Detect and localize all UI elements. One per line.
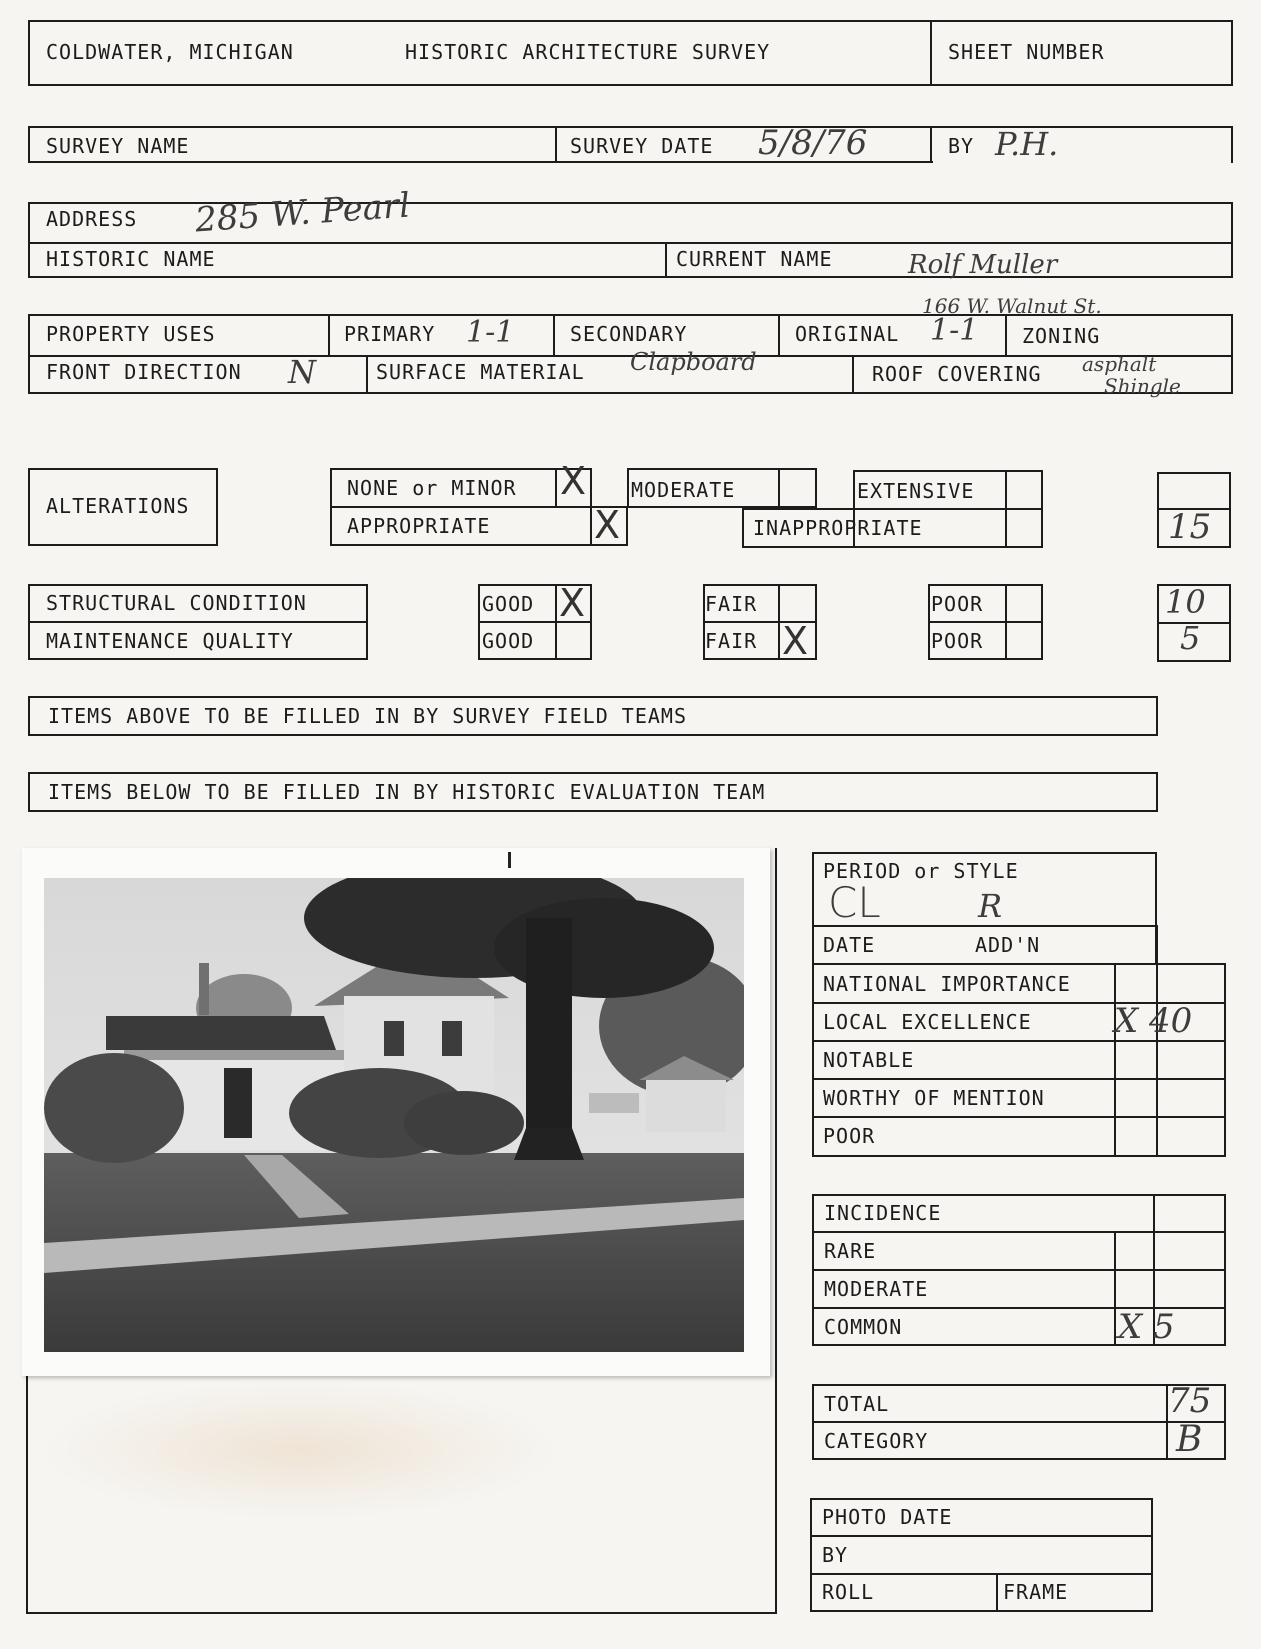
house-photo-mount xyxy=(22,848,770,1376)
rare-label: RARE xyxy=(824,1239,877,1263)
eval-poor-label: POOR xyxy=(823,1124,876,1148)
common-score: X 5 xyxy=(1118,1307,1175,1347)
city-label: COLDWATER, MICHIGAN xyxy=(46,40,294,64)
structural-good-check: X xyxy=(559,581,586,625)
period-label: PERIOD or STYLE xyxy=(823,859,1019,883)
note-above-right xyxy=(1156,696,1158,736)
property-div-4 xyxy=(1005,314,1007,355)
poor-divider xyxy=(1005,584,1007,660)
property-div-1 xyxy=(328,314,330,355)
survey-left-edge xyxy=(28,126,30,163)
structural-fair-label: FAIR xyxy=(705,592,758,616)
photo-date-label: PHOTO DATE xyxy=(822,1505,953,1529)
category-label: CATEGORY xyxy=(824,1429,929,1453)
address-value: 285 W. Pearl xyxy=(193,185,412,241)
appropriate-label: APPROPRIATE xyxy=(347,514,491,538)
total-value: 75 xyxy=(1168,1381,1212,1421)
condition-label-mid xyxy=(28,621,368,623)
total-label: TOTAL xyxy=(824,1392,890,1416)
maintenance-score: 5 xyxy=(1180,619,1201,657)
note-below-right xyxy=(1156,772,1158,812)
note-below: ITEMS BELOW TO BE FILLED IN BY HISTORIC EVALUATION TEAM xyxy=(48,780,766,804)
maintenance-fair-label: FAIR xyxy=(705,629,758,653)
note-below-left xyxy=(28,772,30,812)
original-label: ORIGINAL xyxy=(795,322,900,346)
category-value: B xyxy=(1176,1419,1203,1460)
importance-row-4 xyxy=(812,1078,1226,1080)
moderate-check-divider xyxy=(778,468,780,508)
date-label: DATE xyxy=(823,933,876,957)
form-title: HISTORIC ARCHITECTURE SURVEY xyxy=(405,40,771,64)
importance-score-col xyxy=(1156,925,1158,1157)
maintenance-poor-label: POOR xyxy=(931,629,984,653)
sheet-number-label: SHEET NUMBER xyxy=(948,40,1105,64)
maintenance-quality-label: MAINTENANCE QUALITY xyxy=(46,629,294,653)
survey-date-value: 5/8/76 xyxy=(758,123,868,163)
period-value-1: CL xyxy=(828,878,881,927)
roof-covering-label: ROOF COVERING xyxy=(872,362,1042,386)
fair-divider xyxy=(778,584,780,660)
address-mid-line xyxy=(28,242,1233,244)
original-value: 1-1 xyxy=(930,313,979,348)
common-label: COMMON xyxy=(824,1315,903,1339)
address-label: ADDRESS xyxy=(46,207,138,231)
roll-label: ROLL xyxy=(822,1580,875,1604)
note-above: ITEMS ABOVE TO BE FILLED IN BY SURVEY FIELD TEAMS xyxy=(48,704,688,728)
moderate-label: MODERATE xyxy=(631,478,736,502)
primary-label: PRIMARY xyxy=(344,322,436,346)
maintenance-fair-check: X xyxy=(782,619,809,663)
survey-by-label: BY xyxy=(948,134,975,158)
note-below-top xyxy=(28,772,1158,774)
surface-material-value: Clapboard xyxy=(630,348,757,376)
importance-row-5 xyxy=(812,1116,1226,1118)
survey-divider-2 xyxy=(930,126,932,163)
current-name-value: Rolf Muller xyxy=(908,250,1058,280)
importance-check-col xyxy=(1114,963,1116,1157)
survey-divider-1 xyxy=(555,126,557,163)
structural-condition-label: STRUCTURAL CONDITION xyxy=(46,591,307,615)
maintenance-good-label: GOOD xyxy=(482,629,535,653)
survey-right-edge xyxy=(1231,126,1233,163)
frame-label: FRAME xyxy=(1003,1580,1069,1604)
survey-date-label: SURVEY DATE xyxy=(570,134,714,158)
address-divider xyxy=(665,242,667,278)
header-divider xyxy=(930,20,932,86)
incidence-label: INCIDENCE xyxy=(824,1201,942,1225)
incidence-check-col xyxy=(1114,1231,1116,1346)
structural-good-label: GOOD xyxy=(482,592,535,616)
note-above-top xyxy=(28,696,1158,698)
roof-covering-value-1: asphalt xyxy=(1082,352,1157,376)
surface-material-label: SURFACE MATERIAL xyxy=(376,360,585,384)
property-uses-label: PROPERTY USES xyxy=(46,322,216,346)
photo-info-row-2 xyxy=(810,1535,1153,1537)
property-div-3 xyxy=(778,314,780,355)
photo-area-bottom-edge xyxy=(26,1612,777,1614)
inappropriate-label: INAPPROPRIATE xyxy=(753,516,923,540)
poor-mid xyxy=(928,621,1043,623)
incidence-row-2 xyxy=(812,1231,1226,1233)
note-above-bottom xyxy=(28,734,1158,736)
survey-by-value: P.H. xyxy=(995,125,1059,163)
property-div-5 xyxy=(366,355,368,394)
roof-covering-value-2: Shingle xyxy=(1104,374,1181,398)
front-direction-value: N xyxy=(288,353,316,391)
house-photo xyxy=(44,878,744,1352)
zoning-label: ZONING xyxy=(1022,324,1101,348)
incidence-row-3 xyxy=(812,1269,1226,1271)
appropriate-check: X xyxy=(594,503,621,547)
totals-mid xyxy=(812,1421,1226,1423)
current-name-note: 166 W. Walnut St. xyxy=(922,294,1102,318)
incidence-moderate-label: MODERATE xyxy=(824,1277,929,1301)
appropriate-check-divider xyxy=(590,506,592,546)
property-div-6 xyxy=(852,355,854,394)
national-importance-label: NATIONAL IMPORTANCE xyxy=(823,972,1071,996)
worthy-label: WORTHY OF MENTION xyxy=(823,1086,1045,1110)
alterations-label: ALTERATIONS xyxy=(46,494,190,518)
none-minor-check-divider xyxy=(555,468,557,508)
local-excellence-score: X 40 xyxy=(1114,1001,1193,1041)
note-above-left xyxy=(28,696,30,736)
current-name-label: CURRENT NAME xyxy=(676,247,833,271)
photo-info-row-3 xyxy=(810,1573,1153,1575)
photo-info-frame-divider xyxy=(996,1573,998,1612)
structural-poor-label: POOR xyxy=(931,592,984,616)
historic-name-label: HISTORIC NAME xyxy=(46,247,216,271)
structural-score: 10 xyxy=(1165,583,1206,621)
secondary-label: SECONDARY xyxy=(570,322,688,346)
survey-name-label: SURVEY NAME xyxy=(46,134,190,158)
property-div-2 xyxy=(553,314,555,355)
photo-area-left-edge xyxy=(26,1370,28,1613)
none-minor-label: NONE or MINOR xyxy=(347,476,517,500)
primary-value: 1-1 xyxy=(466,315,515,350)
extensive-label: EXTENSIVE xyxy=(857,479,975,503)
front-direction-label: FRONT DIRECTION xyxy=(46,360,242,384)
paper-stain xyxy=(40,1380,560,1520)
addn-label: ADD'N xyxy=(975,933,1041,957)
notable-label: NOTABLE xyxy=(823,1048,915,1072)
photo-tick xyxy=(508,852,511,868)
none-minor-check: X xyxy=(560,459,587,503)
period-value-2: R xyxy=(978,887,1003,925)
local-excellence-label: LOCAL EXCELLENCE xyxy=(823,1010,1032,1034)
alterations-score: 15 xyxy=(1168,507,1212,547)
note-below-bottom xyxy=(28,810,1158,812)
photo-area-right-edge xyxy=(775,848,777,1613)
good-divider xyxy=(555,584,557,660)
photo-by-label: BY xyxy=(822,1543,849,1567)
